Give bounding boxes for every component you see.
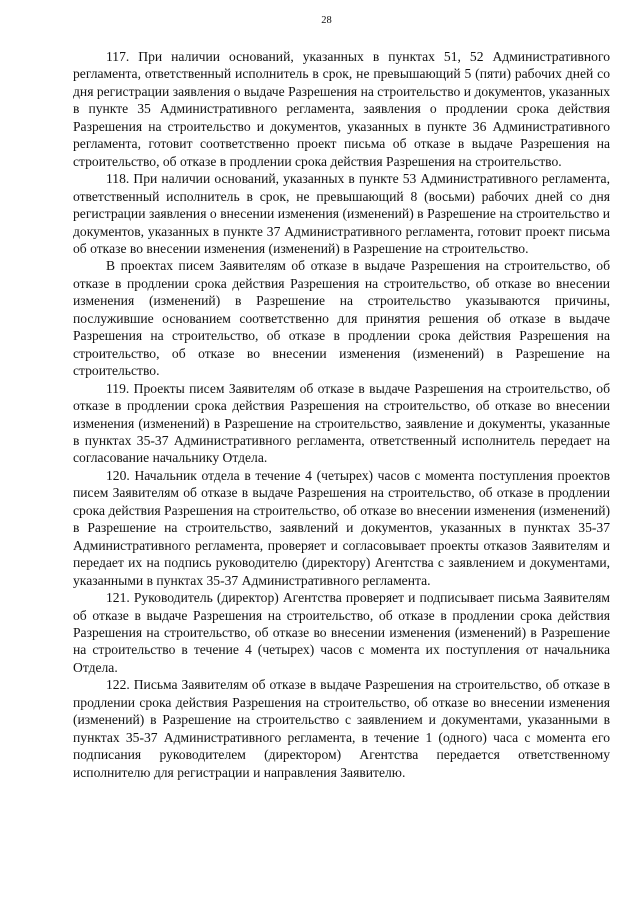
paragraph-118: 118. При наличии оснований, указанных в пункте 53 Административного регламента, ответственный исполнитель в срок, не превышающий 8 (восьми) рабочих дней со дня регистрации заявления о внесении изменения (изменений) в Разрешение на строительство и документов, указанных в пункте 37 Административного регламента, готовит проект письма об отказе во внесении изменения (изменений) в Разрешение на строительство. — [73, 171, 610, 256]
paragraph-122: 122. Письма Заявителям об отказе в выдаче Разрешения на строительство, об отказе в продлении срока действия Разрешения на строительство, об отказе во внесении изменения (изменений) в Разрешение на строительство с заявлением и документами, указанными в пунктах 35-37 Административного регламента, в течение 1 (одного) часа с момента его подписания руководителем (директором) Агентства передается ответственному исполнителю для регистрации и направления Заявителю. — [73, 677, 610, 780]
paragraph-refusal-reasons: В проектах писем Заявителям об отказе в выдаче Разрешения на строительство, об отказе в продлении срока действия Разрешения на строительство, об отказе во внесении изменения (изменений) в Разрешение на строительство указываются причины, послужившие основанием соответственно для принятия решения об отказе в выдаче Разрешения на строительство, об отказе в продлении срока действия Разрешения на строительство, об отказе во внесении изменения (изменений) в Разрешение на строительство. — [73, 258, 610, 379]
paragraph-120: 120. Начальник отдела в течение 4 (четырех) часов с момента поступления проектов писем Заявителям об отказе в выдаче Разрешения на строительство, об отказе в продлении срока действия Разрешения на строительство, об отказе во внесении изменения (изменений) в Разрешение на строительство, заявлений и документов, указанных в пунктах 35-37 Административного регламента, проверяет и согласовывает проекты отказов Заявителям и передает их на подпись руководителю (директору) Агентства с заявлением и документами, указанными в пунктах 35-37 Административного регламента. — [73, 467, 610, 588]
paragraph-117: 117. При наличии оснований, указанных в пунктах 51, 52 Административного регламента, ответственный исполнитель в срок, не превышающий 5 (пяти) рабочих дней со дня регистрации заявления о выдаче Разрешения на строительство и документов, указанных в пункте 35 Административного регламента, заявления о продлении срока действия Разрешения на строительство и документов, указанных в пункте 36 Административного регламента, готовит соответственно проект письма об отказе в выдаче Разрешения на строительство, об отказе в продлении срока действия Разрешения на строительство. — [73, 49, 610, 169]
page-number: 28 — [321, 15, 332, 26]
paragraph-119: 119. Проекты писем Заявителям об отказе в выдаче Разрешения на строительство, об отказе в продлении срока действия Разрешения на строительство, об отказе во внесении изменения (изменений) в Разрешение на строительство, заявление и документы, указанные в пунктах 35-37 Административного регламента, ответственный исполнитель передает на согласование начальнику Отдела. — [73, 380, 610, 466]
paragraph-121: 121. Руководитель (директор) Агентства проверяет и подписывает письма Заявителям об отказе в выдаче Разрешения на строительство, об отказе в продлении срока действия Разрешения на строительство, об отказе во внесении изменения (изменений) в Разрешение на строительство в течение 4 (четырех) часов с момента их поступления от начальника Отдела. — [73, 590, 610, 675]
